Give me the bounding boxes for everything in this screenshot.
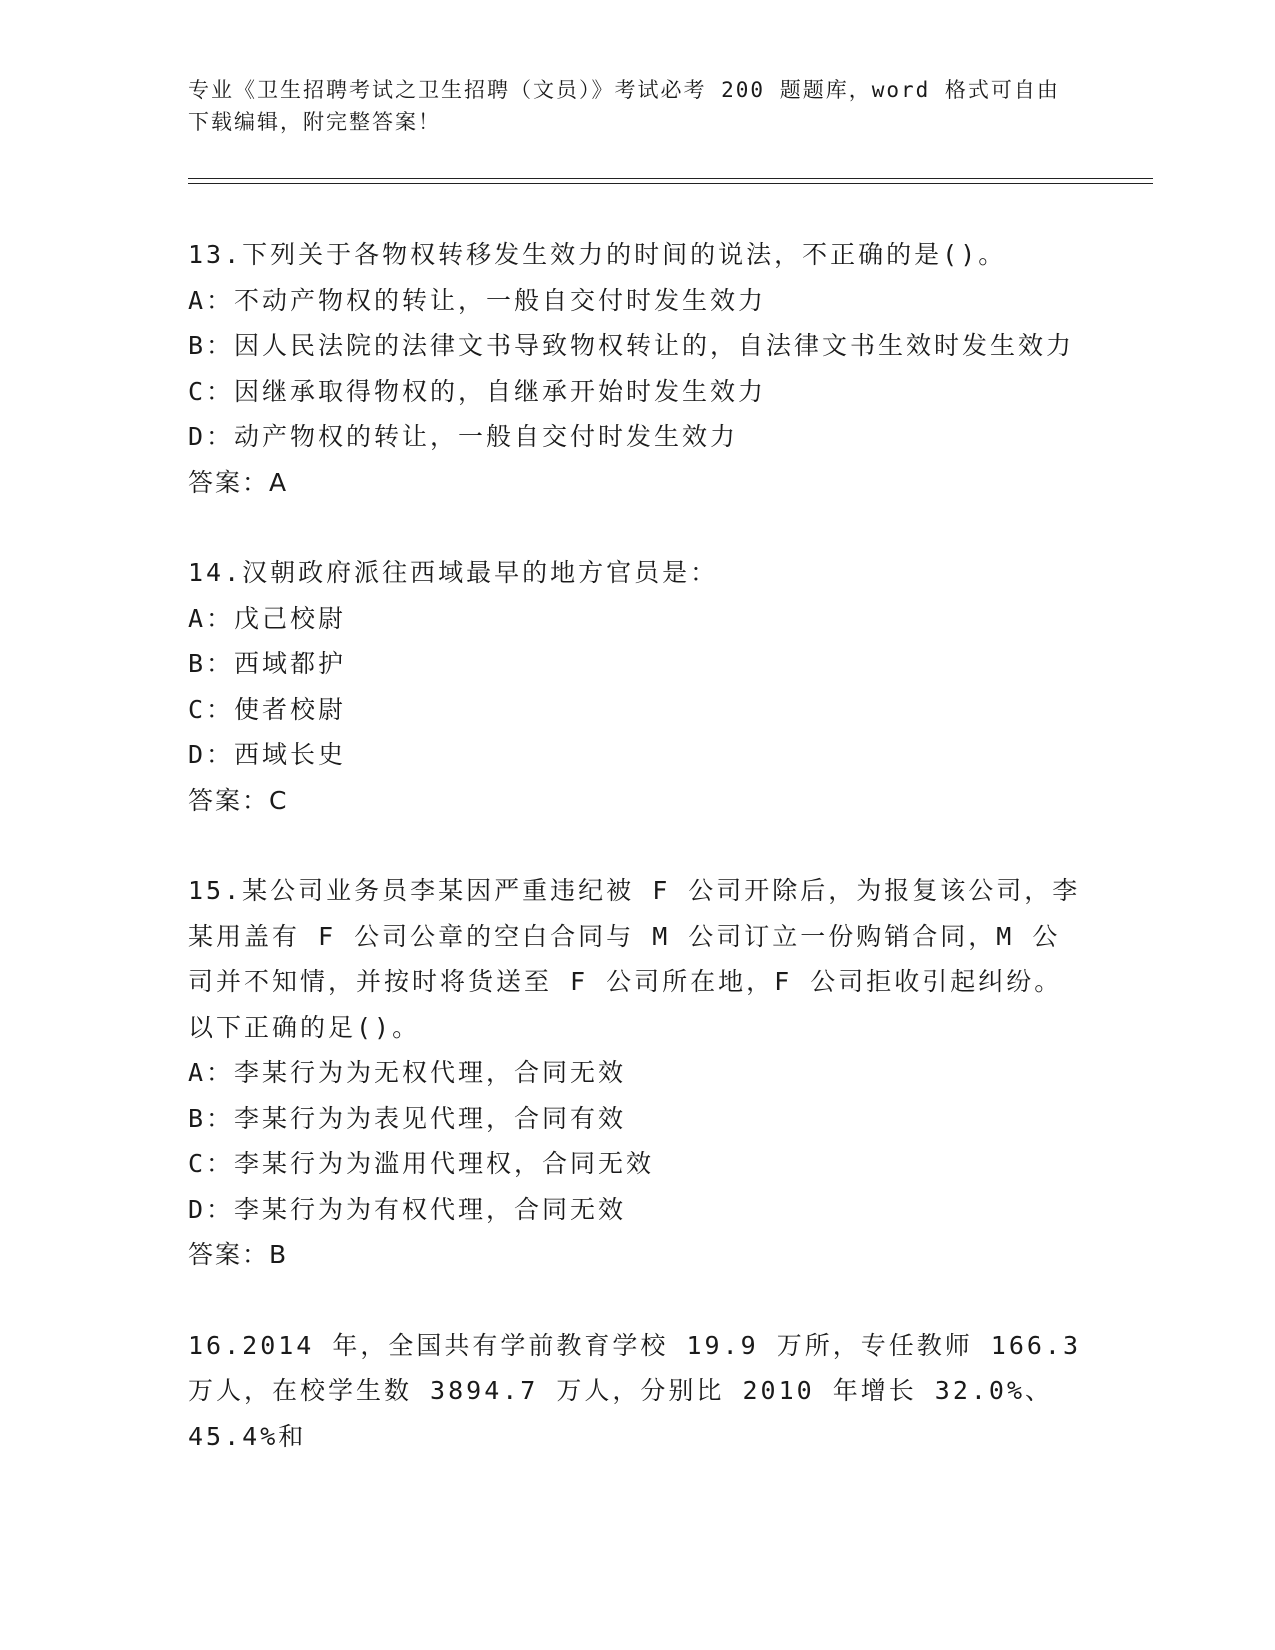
header-divider-bottom [188,183,1153,184]
question-list [188,232,1088,1459]
option-d: D：动产物权的转让，一般自交付时发生效力 [188,422,739,451]
answer-label: 答案：C [188,785,289,815]
option-b: B：西域都护 [188,649,347,678]
option-c: C：因继承取得物权的，自继承开始时发生效力 [188,376,767,406]
question-13 [188,232,1088,505]
option-c: C：使者校尉 [188,694,347,724]
question-stem: 13.下列关于各物权转移发生效力的时间的说法，不正确的是()。 [188,240,1007,269]
option-a: A：不动产物权的转让，一般自交付时发生效力 [188,285,767,315]
option-c: C：李某行为为滥用代理权，合同无效 [188,1149,655,1178]
document-intro: 专业《卫生招聘考试之卫生招聘（文员）》考试必考 200 题题库，word 格式可自由下载编辑，附完整答案！ [188,78,1060,134]
option-b: B：因人民法院的法律文书导致物权转让的，自法律文书生效时发生效力 [188,331,1075,360]
header-divider-top [188,178,1153,179]
option-d: D：西域长史 [188,740,347,769]
option-b: B：李某行为为表见代理，合同有效 [188,1103,627,1133]
option-a: A：李某行为为无权代理，合同无效 [188,1058,627,1087]
question-stem: 15.某公司业务员李某因严重违纪被 F 公司开除后，为报复该公司，李某用盖有 F 公司公章的空白合同与 M 公司订立一份购销合同，M 公司并不知情，并按时将货送至 F 公司所在地，F 公司拒收引起纠纷。以下正确的足()。 [188,876,1081,1042]
question-14 [188,550,1088,823]
option-d: D：李某行为为有权代理，合同无效 [188,1194,627,1224]
question-stem: 14.汉朝政府派往西域最早的地方官员是： [188,558,719,587]
question-15 [188,868,1088,1278]
question-16 [188,1323,1088,1460]
option-a: A：戊己校尉 [188,603,347,633]
answer-label: 答案：A [188,467,289,497]
question-stem: 16.2014 年，全国共有学前教育学校 19.9 万所，专任教师 166.3 万人，在校学生数 3894.7 万人，分别比 2010 年增长 32.0%、45.4%和 [188,1330,1082,1451]
answer-label: 答案：B [188,1240,289,1269]
